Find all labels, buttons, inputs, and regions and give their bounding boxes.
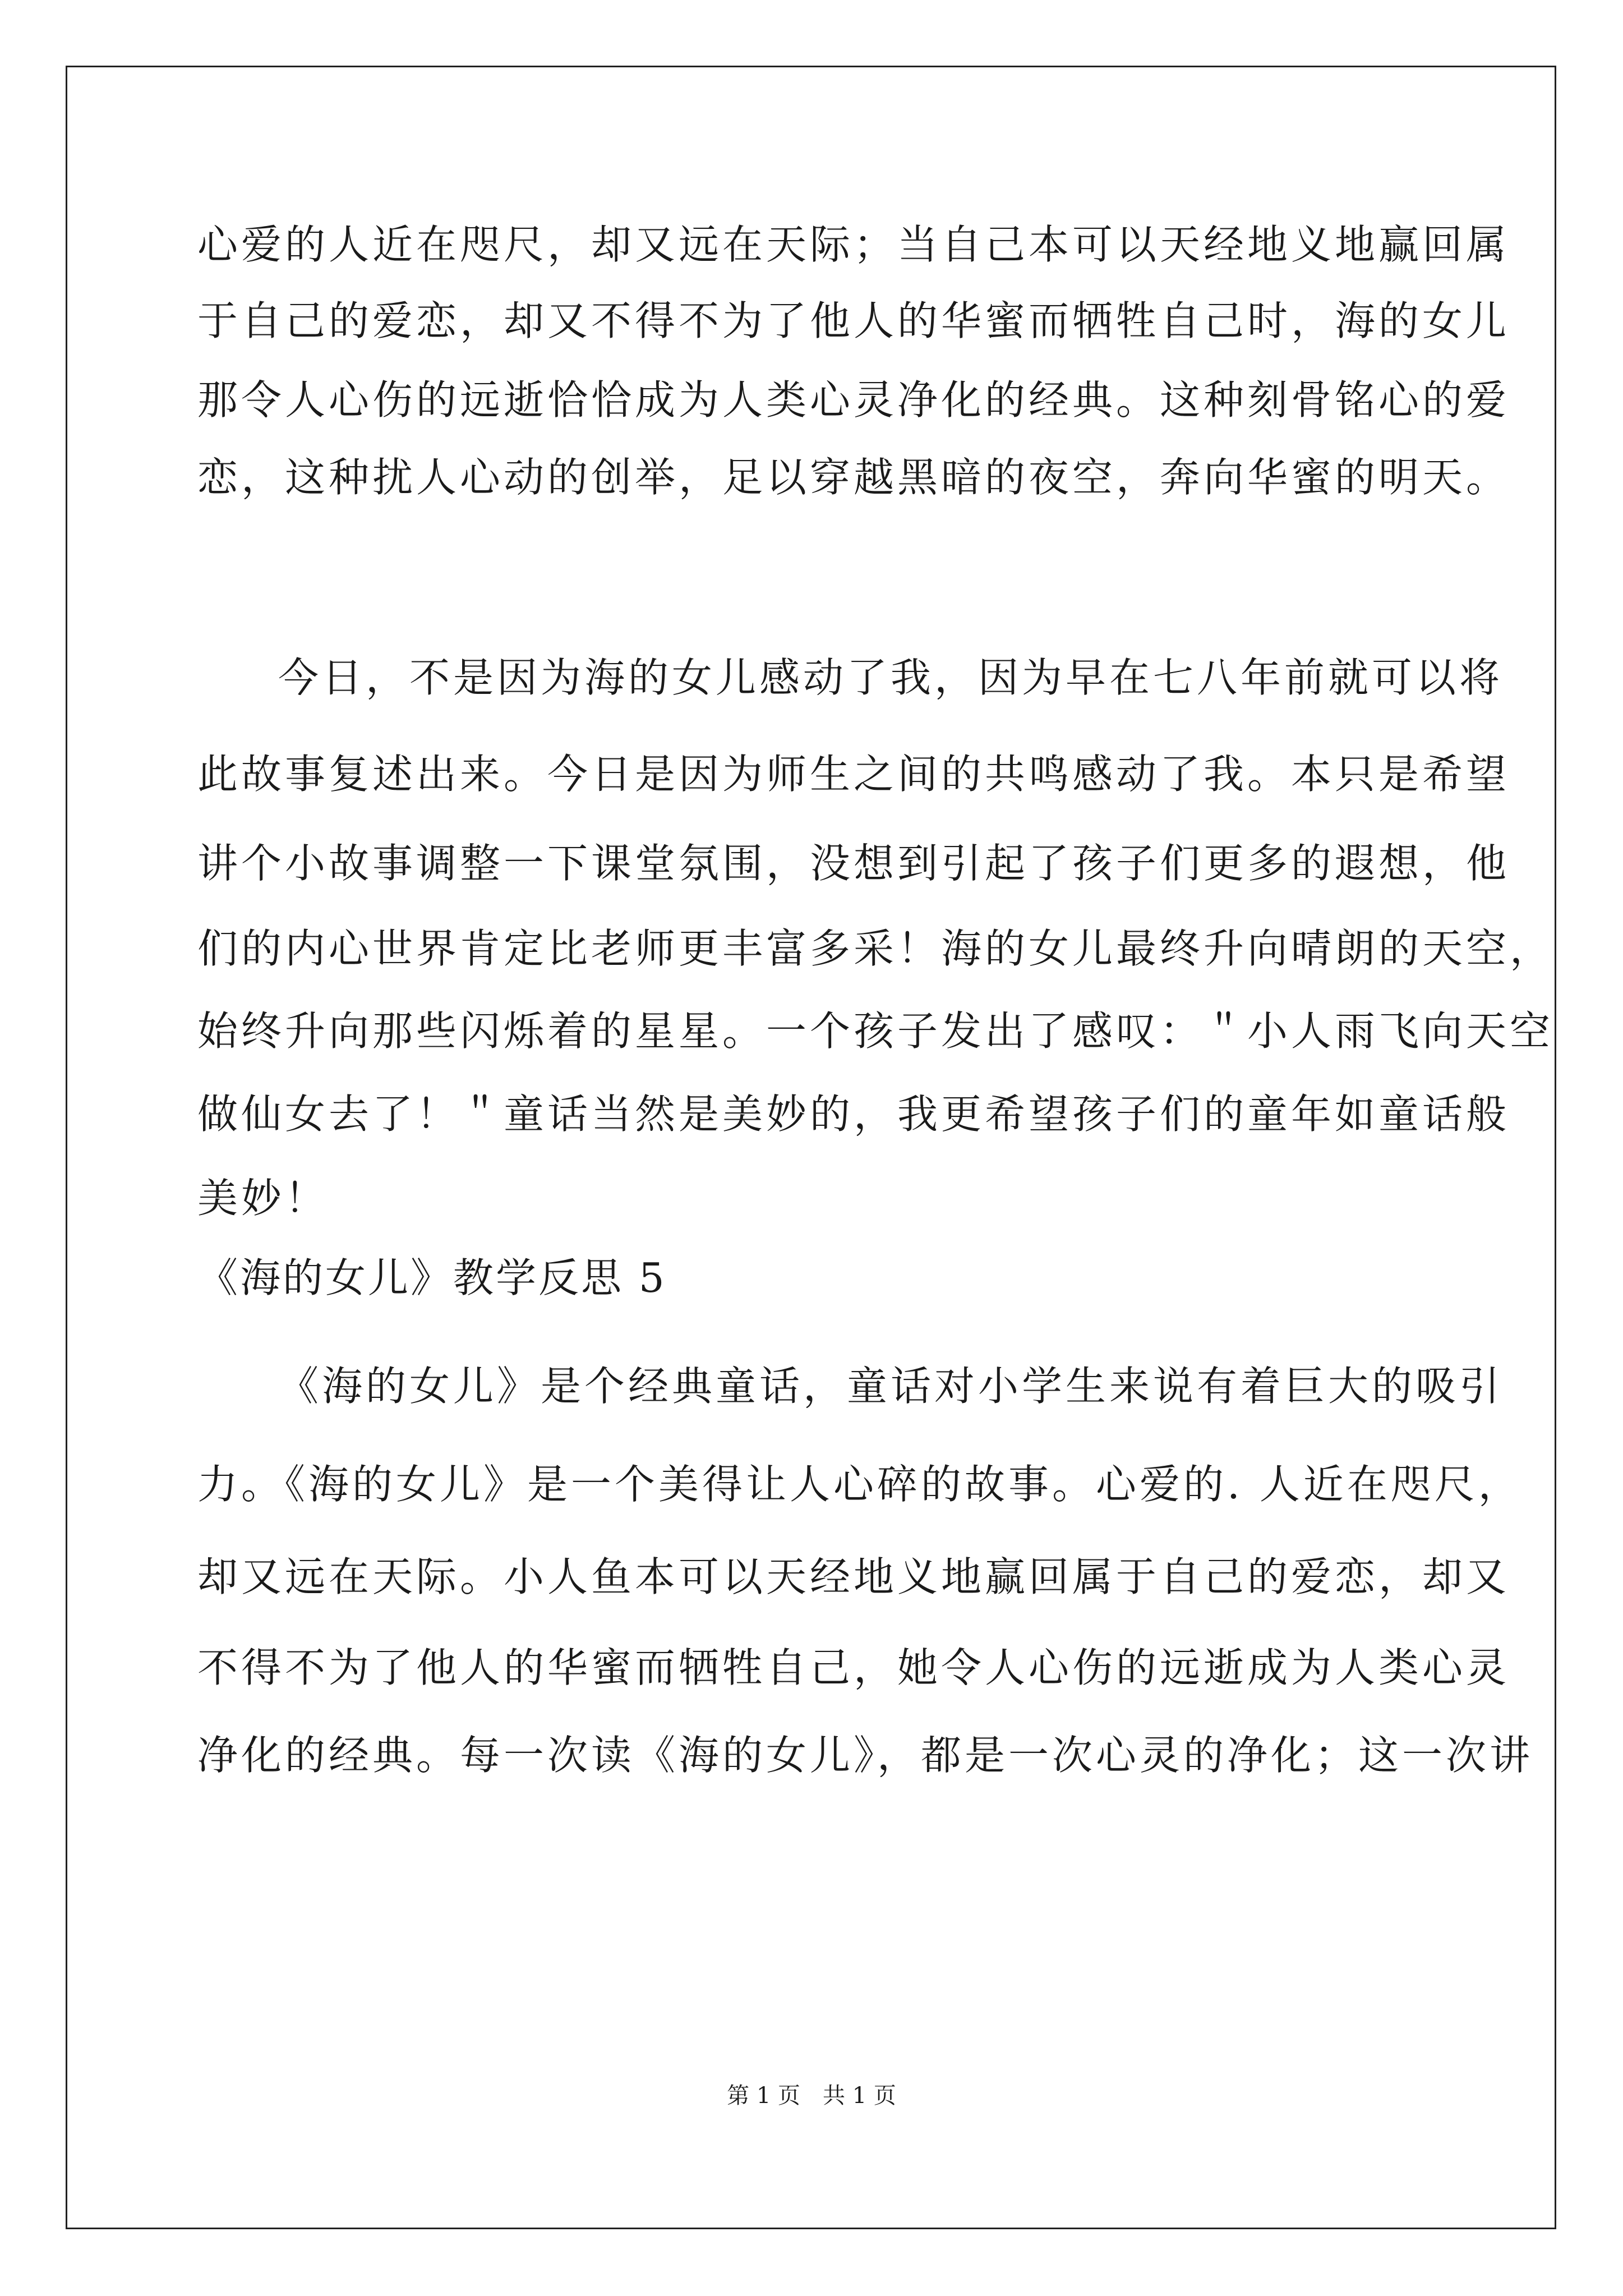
paragraph-line: 心爱的人近在咫尺，却又远在天际；当自己本可以天经地义地赢回属 bbox=[197, 221, 1510, 268]
paragraph-line: 力。《海的女儿》是一个美得让人心碎的故事。心爱的. 人近在咫尺， bbox=[197, 1461, 1522, 1508]
paragraph-line: 却又远在天际。小人鱼本可以天经地义地赢回属于自己的爱恋，却又 bbox=[197, 1553, 1510, 1600]
paragraph-line: 净化的经典。每一次读《海的女儿》，都是一次心灵的净化；这一次讲 bbox=[197, 1732, 1534, 1779]
paragraph-line: 讲个小故事调整一下课堂氛围，没想到引起了孩子们更多的遐想，他 bbox=[197, 840, 1510, 887]
paragraph-line: 于自己的爱恋，却又不得不为了他人的华蜜而牺牲自己时，海的女儿 bbox=[197, 297, 1510, 344]
paragraph-line: 《海的女儿》是个经典童话，童话对小学生来说有着巨大的吸引 bbox=[278, 1363, 1504, 1410]
paragraph-line: 们的内心世界肯定比老师更丰富多采！海的女儿最终升向晴朗的天空， bbox=[197, 925, 1554, 972]
paragraph-line: 做仙女去了！＂童话当然是美妙的，我更希望孩子们的童年如童话般 bbox=[197, 1091, 1510, 1138]
page-number-footer: 第 1 页 共 1 页 bbox=[727, 2083, 896, 2109]
paragraph-line: 始终升向那些闪烁着的星星。一个孩子发出了感叹：＂小人雨飞向天空 bbox=[197, 1007, 1554, 1055]
paragraph-line: 那令人心伤的远逝恰恰成为人类心灵净化的经典。这种刻骨铭心的爱 bbox=[197, 376, 1510, 424]
paragraph-line: 今日，不是因为海的女儿感动了我，因为早在七八年前就可以将 bbox=[278, 654, 1504, 701]
paragraph-line: 不得不为了他人的华蜜而牺牲自己，她令人心伤的远逝成为人类心灵 bbox=[197, 1644, 1510, 1691]
paragraph-line: 美妙！ bbox=[197, 1175, 329, 1222]
paragraph-line: 恋，这种扰人心动的创举，足以穿越黑暗的夜空，奔向华蜜的明天。 bbox=[197, 454, 1510, 501]
paragraph-line: 此故事复述出来。今日是因为师生之间的共鸣感动了我。本只是希望 bbox=[197, 751, 1510, 798]
section-heading: 《海的女儿》教学反思 5 bbox=[197, 1254, 667, 1301]
